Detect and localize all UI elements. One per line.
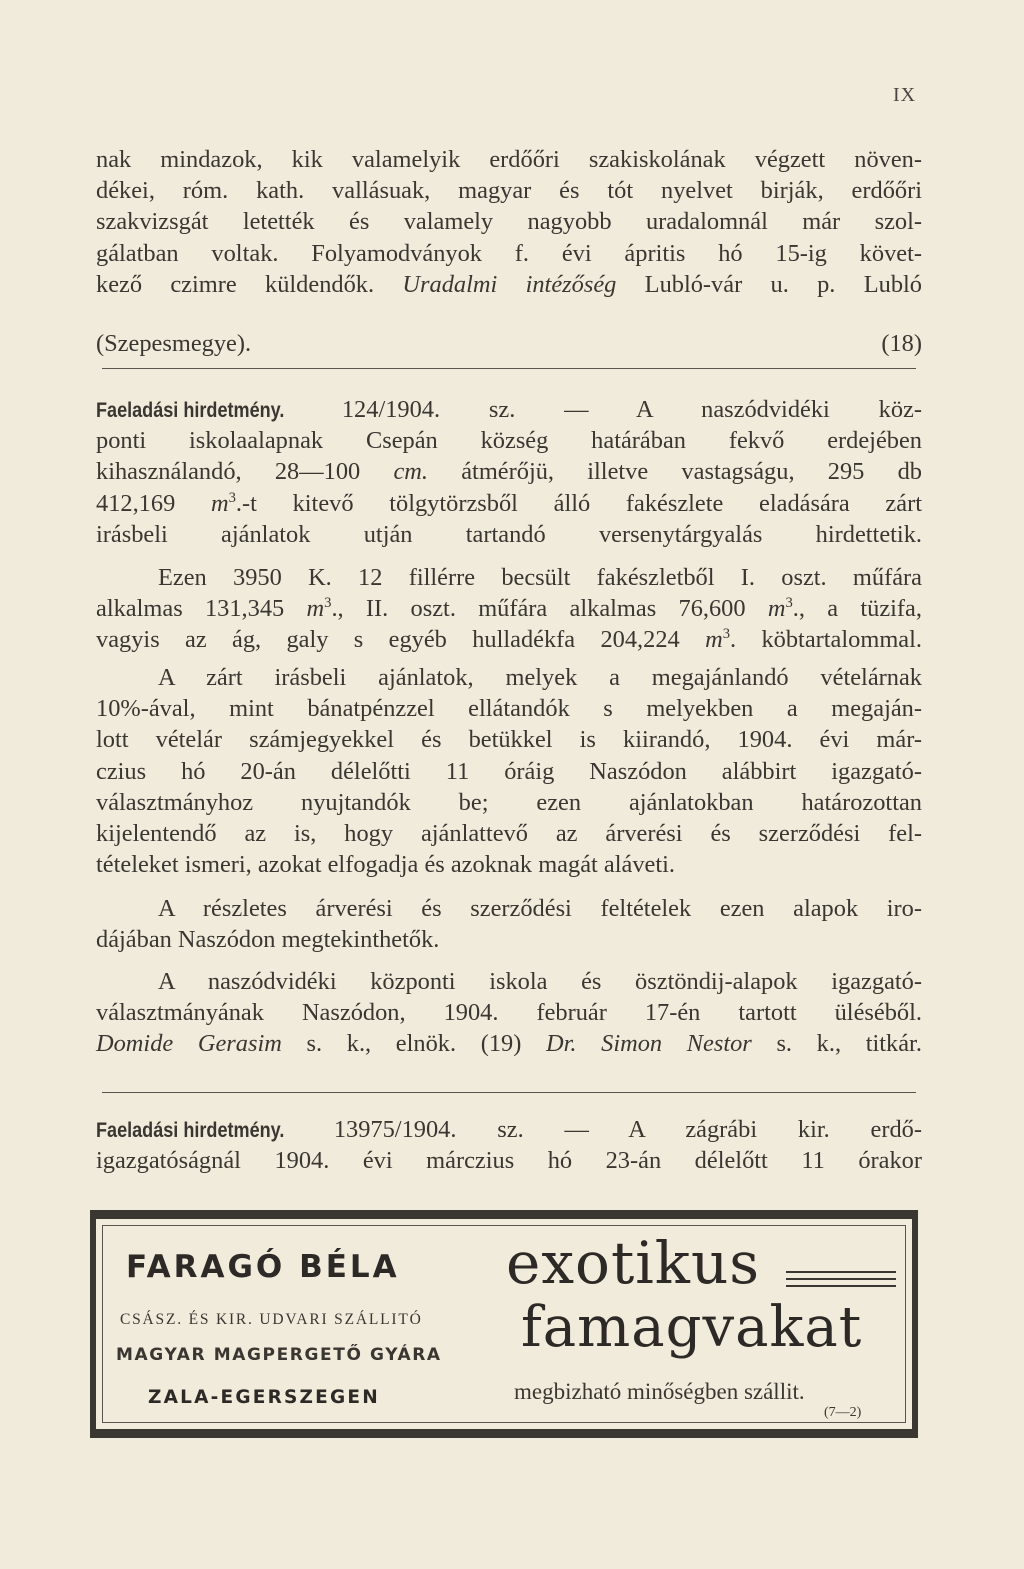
notice2-ref: (19) (480, 1030, 522, 1058)
notice2-line-8: vagyis az ág, galy s egyéb hulladékfa 204,224 $m^3$. köbtartalommal. (96, 626, 922, 654)
notice1-line-5: kező czimre küldendők. Uradalmi intézőség Lubló-vár u. p. Lubló (96, 270, 922, 298)
ad-ornament-line-1 (786, 1271, 896, 1273)
notice2-p3-line-1: A részletes árverési és szerződési feltételek ezen alapok iro- (158, 895, 922, 922)
notice2-line-6: Ezen 3950 K. 12 fillérre becsült fakészletből I. oszt. műfára (158, 564, 922, 591)
notice1-line-4: gálatban voltak. Folyamodványok f. évi ápritis hó 15-ig követ- (96, 239, 922, 267)
divider-1 (102, 368, 916, 369)
notice3-heading: Faeladási hirdetmény. (96, 1119, 285, 1142)
ad-ref: (7—2) (824, 1405, 862, 1420)
notice2-line-7: alkalmas 131,345 $m^3$., II. oszt. műfára alkalmas 76,600 $m^3$., a tüzifa, (96, 595, 922, 623)
divider-2 (102, 1092, 916, 1093)
notice1-line-1: nak mindazok, kik valamelyik erdőőri szakiskolának végzett növen- (96, 146, 922, 173)
notice1-line-2: dékei, róm. kath. vallásuak, magyar és tót nyelvet birják, erdőőri (96, 177, 922, 205)
ad-factory: MAGYAR MAGPERGETŐ GYÁRA (116, 1345, 442, 1365)
ad-ornament-line-3 (786, 1285, 896, 1287)
notice2-line-1: Faeladási hirdetmény. 124/1904. sz. — A naszódvidéki köz- (96, 394, 922, 426)
notice1-line-3: szakvizsgát letették és valamely nagyobb uradalomnál már szol- (96, 208, 922, 236)
notice1-line-6: (Szepesmegye). (18) (96, 328, 922, 359)
notice2-signatures: Domide Gerasim s. k., elnök. (19) Dr. Simon Nestor s. k., titkár. (96, 1030, 922, 1058)
notice2-p3-line-2: dájában Naszódon megtekinthetők. (96, 926, 440, 954)
notice2-p2-line-4: czius hó 20-án délelőtti 11 óráig Naszódon alábbirt igazgató- (96, 757, 922, 785)
notice2-line-4: 412,169 $m^3.-t$ kitevő tölgytörzsből álló fakészlete eladására zárt (96, 489, 922, 517)
signature-secretary: Dr. Simon Nestor (545, 1030, 752, 1058)
notice1-italic-office: Uradalmi intézőség (402, 270, 617, 298)
notice2-p2-line-1: A zárt irásbeli ajánlatok, melyek a megajánlandó vételárnak (158, 664, 922, 691)
notice2-line-3: kihasználandó, 28—100 cm. átmérőjü, illetve vastagságu, 295 db (96, 458, 922, 486)
notice2-p4-line-2: választmányának Naszódon, 1904. február 17-én tartott üléséből. (96, 999, 922, 1027)
notice2-p2-line-7: tételeket ismeri, azokat elfogadja és azoknak magát aláveti. (96, 851, 676, 879)
ad-company-name: FARAGÓ BÉLA (126, 1249, 400, 1285)
notice2-p2-line-5: választmányhoz nyujtandók be; ezen ajánlatokban határozottan (96, 788, 922, 816)
notice2-p2-line-3: lott vételár számjegyekkel és betükkel is kiirandó, 1904. évi már- (96, 726, 922, 754)
notice2-p2-line-6: kijelentendő az is, hogy ajánlattevő az árverési és szerződési fel- (96, 820, 922, 847)
ad-headline: exotikus (506, 1229, 761, 1297)
advertisement-farago-bela (90, 1210, 918, 1438)
notice3-line-2: igazgatóságnál 1904. évi márczius hó 23-án délelőtt 11 órakor (96, 1147, 922, 1175)
notice2-line-2: ponti iskolaalapnak Csepán község határában fekvő erdejében (96, 427, 922, 455)
ad-city: ZALA-EGERSZEGEN (148, 1387, 380, 1408)
page-number: IX (893, 84, 917, 106)
signature-chair: Domide Gerasim (96, 1030, 282, 1058)
ad-supplier-title: CSÁSZ. ÉS KIR. UDVARI SZÁLLITÓ (120, 1311, 423, 1328)
notice2-heading: Faeladási hirdetmény. (96, 399, 285, 422)
ad-quality-note: megbizható minőségben szállit. (514, 1379, 805, 1404)
notice2-p4-line-1: A naszódvidéki központi iskola és ösztöndij-alapok igazgató- (158, 968, 922, 995)
notice2-line-5: irásbeli ajánlatok utján tartandó versenytárgyalás hirdettetik. (96, 520, 922, 548)
ad-product: famagvakat (521, 1295, 863, 1360)
notice2-p2-line-2: 10%-ával, mint bánatpénzzel ellátandók s melyekben a megaján- (96, 695, 922, 723)
ad-ornament-line-2 (786, 1278, 896, 1280)
notice1-ref: (18) (881, 330, 922, 357)
notice3-line-1: Faeladási hirdetmény. 13975/1904. sz. — A zágrábi kir. erdő- (96, 1114, 922, 1146)
